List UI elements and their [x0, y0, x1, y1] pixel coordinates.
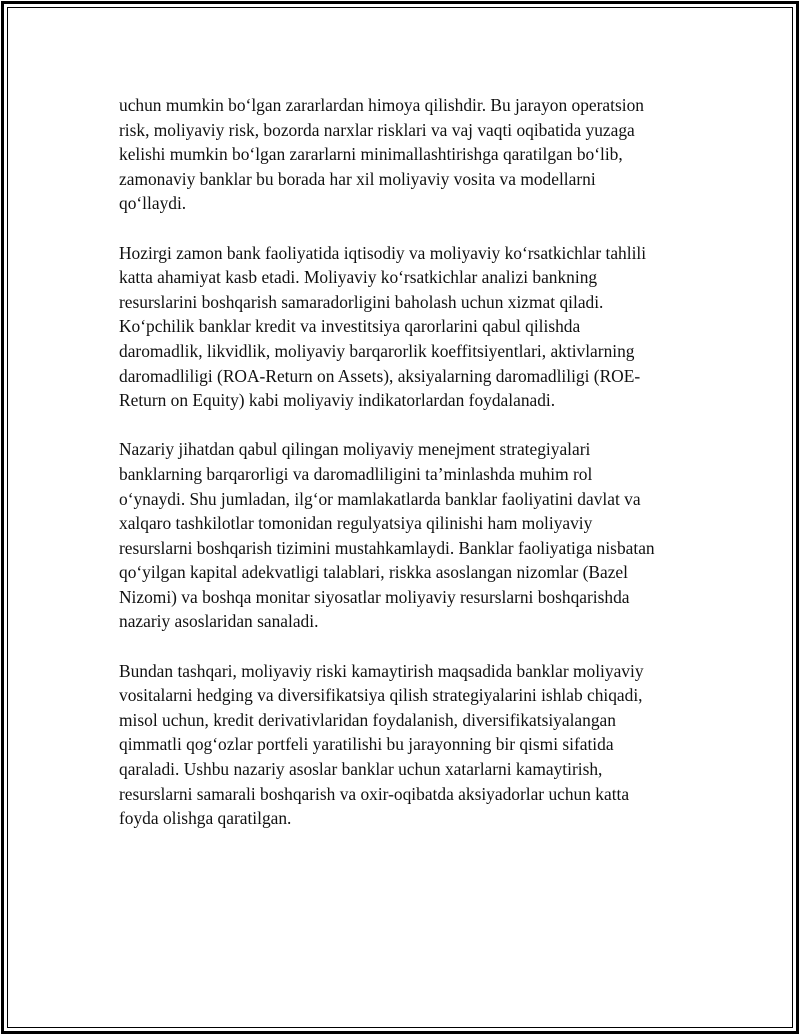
text-line: Bundan tashqari, moliyaviy riski kamaytirish maqsadida banklar moliyaviy	[119, 660, 644, 681]
text-line: Hozirgi zamon bank faoliyatida iqtisodiy va moliyaviy koʻrsatkichlar tahlili	[119, 242, 647, 263]
text-line: kelishi mumkin boʻlgan zararlarni minimallashtirishga qaratilgan boʻlib,	[119, 144, 623, 165]
text-line: Return on Equity) kabi moliyaviy indikatorlardan foydalanadi.	[119, 390, 556, 411]
text-line: oʻynaydi. Shu jumladan, ilgʻor mamlakatlarda banklar faoliyatini davlat va	[119, 488, 641, 509]
document-body	[119, 93, 691, 855]
paragraph-3	[119, 437, 691, 634]
text-line: resurslarni boshqarish tizimini mustahkamlaydi. Banklar faoliyatiga nisbatan	[119, 537, 655, 558]
text-line: qimmatli qogʻozlar portfeli yaratilishi bu jarayonning bir qismi sifatida	[119, 734, 614, 755]
text-line: Nizomi) va boshqa monitar siyosatlar moliyaviy resurslarni boshqarishda	[119, 586, 630, 607]
text-line: qoʻyilgan kapital adekvatligi talablari, riskka asoslangan nizomlar (Bazel	[119, 562, 628, 583]
text-line: daromadliligi (ROA-Return on Assets), aksiyalarning daromadliligi (ROE-	[119, 365, 641, 386]
text-line: nazariy asoslaridan sanaladi.	[119, 611, 319, 632]
text-line: xalqaro tashkilotlar tomonidan regulyatsiya qilinishi ham moliyaviy	[119, 513, 593, 534]
text-line: zamonaviy banklar bu borada har xil moliyaviy vosita va modellarni	[119, 168, 596, 189]
text-line: qoʻllaydi.	[119, 193, 187, 214]
text-line: katta ahamiyat kasb etadi. Moliyaviy koʻrsatkichlar analizi bankning	[119, 267, 598, 288]
paragraph-1	[119, 93, 691, 216]
paragraph-2	[119, 241, 691, 413]
text-line: foyda olishga qaratilgan.	[119, 808, 292, 829]
text-line: qaraladi. Ushbu nazariy asoslar banklar uchun xatarlarni kamaytirish,	[119, 759, 603, 780]
text-line: banklarning barqarorligi va daromadliligini taʼminlashda muhim rol	[119, 463, 593, 484]
text-line: risk, moliyaviy risk, bozorda narxlar risklari va vaj vaqti oqibatida yuzaga	[119, 119, 635, 140]
text-line: resurslarini boshqarish samaradorligini baholash uchun xizmat qiladi.	[119, 291, 604, 312]
paragraph-4	[119, 659, 691, 831]
text-line: resurslarni samarali boshqarish va oxir-oqibatda aksiyadorlar uchun katta	[119, 783, 630, 804]
text-line: misol uchun, kredit derivativlaridan foydalanish, diversifikatsiyalangan	[119, 709, 616, 730]
text-line: Nazariy jihatdan qabul qilingan moliyaviy menejment strategiyalari	[119, 439, 591, 460]
text-line: Koʻpchilik banklar kredit va investitsiya qarorlarini qabul qilishda	[119, 316, 581, 337]
text-line: uchun mumkin boʻlgan zararlardan himoya qilishdir. Bu jarayon operatsion	[119, 95, 644, 115]
text-line: daromadlik, likvidlik, moliyaviy barqarorlik koeffitsiyentlari, aktivlarning	[119, 340, 635, 361]
text-line: vositalarni hedging va diversifikatsiya qilish strategiyalarini ishlab chiqadi,	[119, 685, 643, 706]
